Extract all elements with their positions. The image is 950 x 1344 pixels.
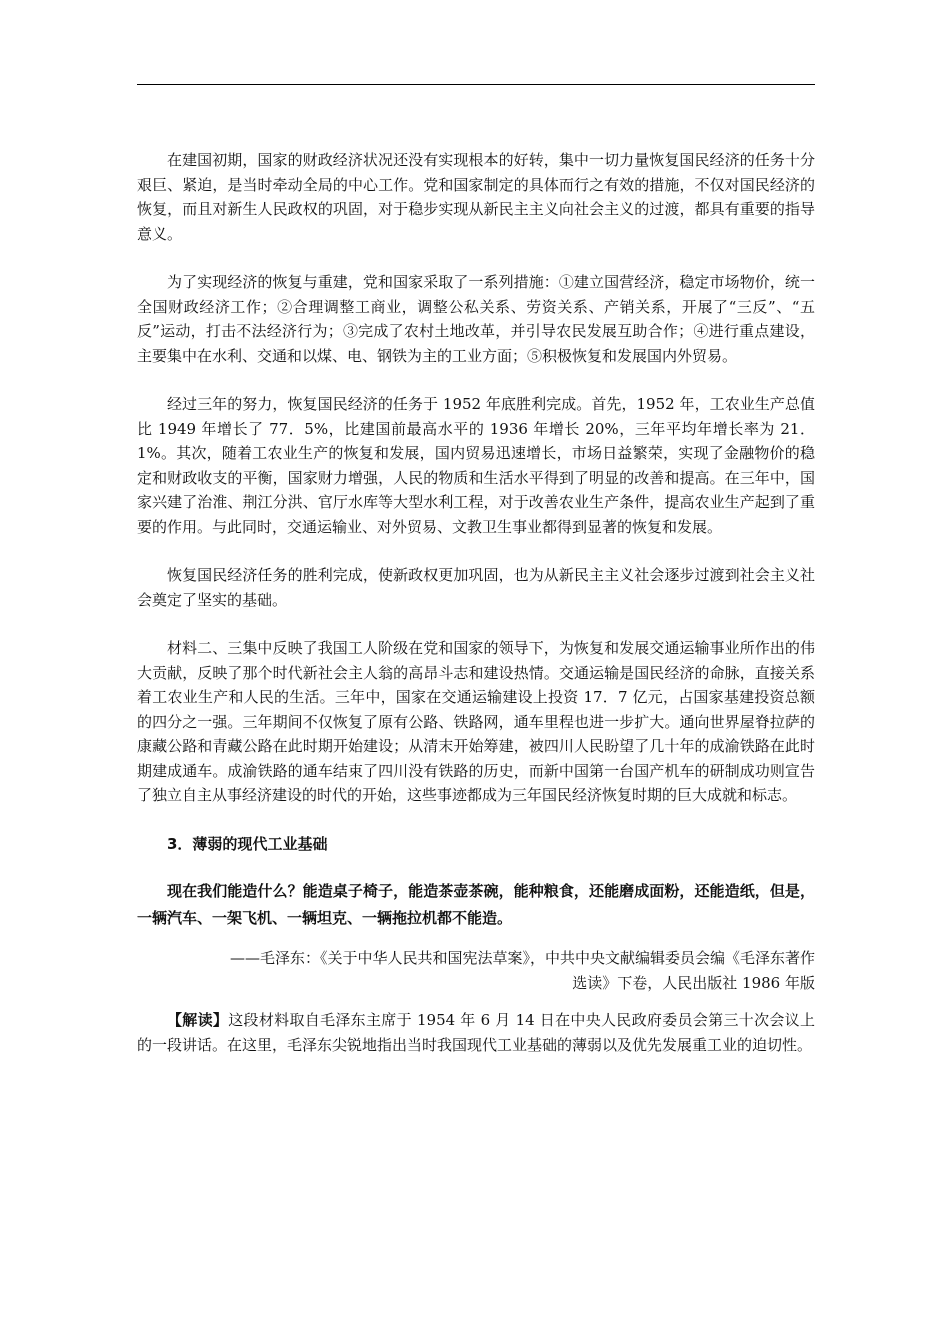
quote-source-line-1: ——毛泽东：《关于中华人民共和国宪法草案》，中共中央文献编辑委员会编《毛泽东著作: [229, 949, 815, 967]
header-rule: [137, 84, 815, 85]
paragraph-three-year-results: 经过三年的努力，恢复国民经济的任务于 1952 年底胜利完成。首先，1952 年，工农业生产总值比 1949 年增长了 77．5%，比建国前最高水平的 1936 年增长 20%，三年平均年增长率为 21．1%。其次，随着工农业生产的恢复和发展，国内贸易迅速增长，市场日益繁荣，实现了金融物价的稳定和财政收支的平衡，国家财力增强，人民的物质和生活水平得到了明显的改善和提高。在三年中，国家兴建了治淮、荆江分洪、官厅水库等大型水利工程，对于改善农业生产条件，提高农业生产起到了重要的作用。与此同时，交通运输业、对外贸易、文教卫生事业都得到显著的恢复和发展。: [137, 395, 815, 536]
quote-source-line-2: 选读》下卷，人民出版社 1986 年版: [572, 974, 815, 992]
document-body: [137, 148, 815, 1081]
paragraph-recovery-measures: 为了实现经济的恢复与重建，党和国家采取了一系列措施：①建立国营经济，稳定市场物价，统一全国财政经济工作；②合理调整工商业，调整公私关系、劳资关系、产销关系，开展了“三反”、“五反”运动，打击不法经济行为；③完成了农村土地改革，并引导农民发展互助合作；④进行重点建设，主要集中在水利、交通和以煤、电、钢铁为主的工业方面；⑤积极恢复和发展国内外贸易。: [137, 273, 815, 365]
section-heading: 3．薄弱的现代工业基础: [167, 834, 328, 853]
quote-source: [137, 946, 815, 996]
reading-label: 【解读】: [167, 1011, 229, 1029]
mao-quote: 现在我们能造什么？能造桌子椅子，能造茶壶茶碗，能种粮食，还能磨成面粉，还能造纸，但是，一辆汽车、一架飞机、一辆坦克、一辆拖拉机都不能造。: [137, 882, 815, 927]
paragraph-foundation: 恢复国民经济任务的胜利完成，使新政权更加巩固，也为从新民主主义社会逐步过渡到社会主义社会奠定了坚实的基础。: [137, 566, 815, 609]
paragraph-transport: 材料二、三集中反映了我国工人阶级在党和国家的领导下，为恢复和发展交通运输事业所作出的伟大贡献，反映了那个时代新社会主人翁的高昂斗志和建设热情。交通运输是国民经济的命脉，直接关系着工农业生产和人民的生活。三年中，国家在交通运输建设上投资 17．7 亿元，占国家基建投资总额的四分之一强。三年期间不仅恢复了原有公路、铁路网，通车里程也进一步扩大。通向世界屋脊拉萨的康藏公路和青藏公路在此时期开始建设；从清末开始筹建，被四川人民盼望了几十年的成渝铁路在此时期建成通车。成渝铁路的通车结束了四川没有铁路的历史，而新中国第一台国产机车的研制成功则宣告了独立自主从事经济建设的时代的开始，这些事迹都成为三年国民经济恢复时期的巨大成就和标志。: [137, 639, 815, 804]
reading-paragraph: [137, 1008, 815, 1057]
paragraph-early-founding: 在建国初期，国家的财政经济状况还没有实现根本的好转，集中一切力量恢复国民经济的任务十分艰巨、紧迫，是当时牵动全局的中心工作。党和国家制定的具体而行之有效的措施，不仅对国民经济的恢复，而且对新生人民政权的巩固，对于稳步实现从新民主主义向社会主义的过渡，都具有重要的指导意义。: [137, 151, 815, 243]
reading-text: 这段材料取自毛泽东主席于 1954 年 6 月 14 日在中央人民政府委员会第三十次会议上的一段讲话。在这里，毛泽东尖锐地指出当时我国现代工业基础的薄弱以及优先发展重工业的迫切性。: [137, 1011, 815, 1054]
